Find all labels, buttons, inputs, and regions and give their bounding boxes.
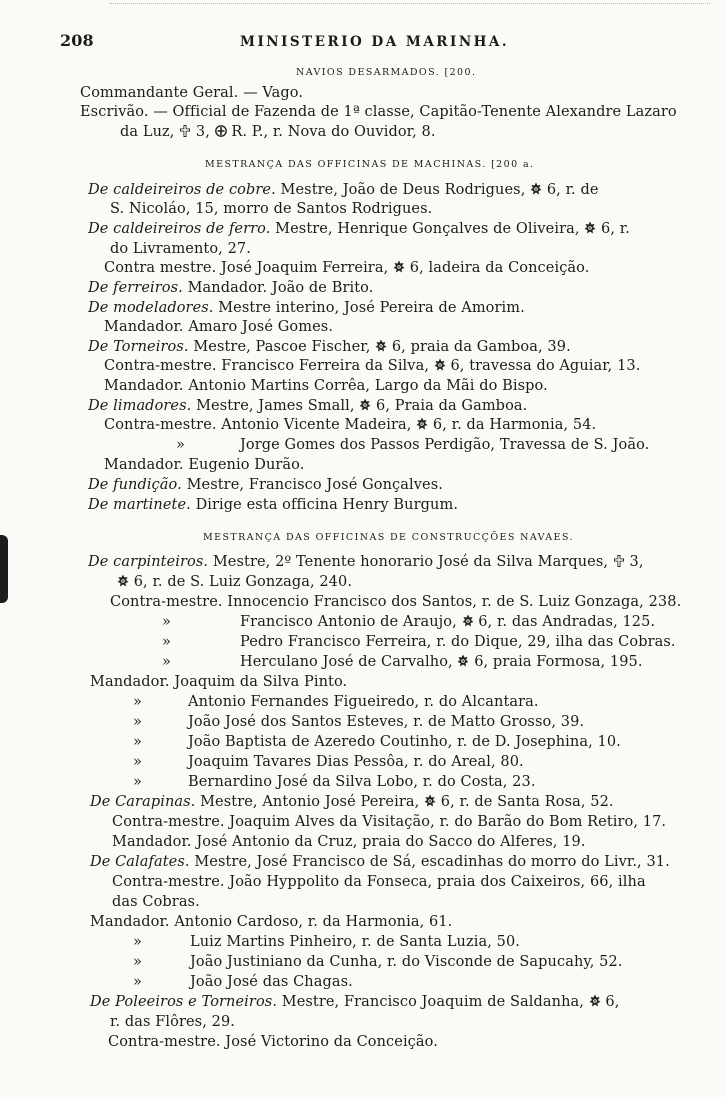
- trade-label: De ferreiros.: [88, 280, 183, 296]
- ditto-mark: »: [176, 437, 185, 453]
- text: Mestre, Francisco Joaquim de Saldanha,: [281, 994, 584, 1010]
- trade-label: De fundição.: [88, 477, 182, 493]
- ditto-mark: »: [133, 774, 142, 790]
- text: Mestre, Antonio José Pereira,: [200, 794, 420, 810]
- entry-mandador: Mandador. Antonio Martins Corrêa, Largo da Mãi do Bispo.: [104, 378, 548, 394]
- page-edge-tab: [0, 535, 8, 603]
- text: 6, r. da Harmonia, 54.: [432, 417, 597, 433]
- entry-contra-mestre: [104, 259, 589, 277]
- ditto-mark: »: [133, 714, 142, 730]
- text: 6, Praia da Gamboa.: [376, 398, 528, 414]
- entry-caldeireiros-ferro: [88, 220, 630, 238]
- ditto-mark: »: [162, 654, 171, 670]
- aviz-cross-icon: [215, 124, 227, 138]
- entry-poleeiros: [90, 993, 619, 1011]
- entry-line: Luiz Martins Pinheiro, r. de Santa Luzia, 50.: [190, 934, 520, 950]
- trade-label: De modeladores.: [88, 300, 214, 316]
- entry-mandador: Mandador. Amaro José Gomes.: [104, 319, 334, 335]
- text: Mestre, James Small,: [196, 398, 355, 414]
- section-heading-machinas: MESTRANÇA DAS OFFICINAS DE MACHINAS. [200 a.: [205, 159, 535, 170]
- entry-carapinas: [90, 793, 614, 811]
- ditto-mark: »: [162, 634, 171, 650]
- page-top-rule: [110, 3, 710, 5]
- rose-cross-icon: [584, 221, 596, 235]
- entry-mandador: Mandador. Joaquim da Silva Pinto.: [90, 674, 348, 690]
- text: 6, r. de: [546, 182, 599, 198]
- entry-mandador: Mandador. Antonio Cardoso, r. da Harmonia, 61.: [90, 914, 453, 930]
- page-number: 208: [60, 31, 94, 50]
- rose-cross-icon: [424, 794, 436, 808]
- section-heading-navios: NAVIOS DESARMADOS. [200.: [296, 67, 477, 78]
- entry-contra-mestre: Contra-mestre. Joaquim Alves da Visitação, r. do Barão do Bom Retiro, 17.: [112, 814, 667, 830]
- entry-carpinteiros: [88, 553, 644, 571]
- entry-line: Bernardino José da Silva Lobo, r. do Costa, 23.: [188, 774, 536, 790]
- entry-line: das Cobras.: [112, 894, 200, 910]
- text: Herculano José de Carvalho,: [240, 654, 453, 670]
- trade-label: De martinete.: [88, 497, 191, 513]
- text: Mestre, Francisco José Gonçalves.: [186, 477, 443, 493]
- entry-contra-mestre: Contra-mestre. José Victorino da Conceição.: [108, 1034, 438, 1050]
- entry-line: S. Nicoláo, 15, morro de Santos Rodrigues.: [110, 201, 433, 217]
- rose-cross-icon: [393, 260, 405, 274]
- trade-label: De caldeireiros de cobre.: [88, 182, 276, 198]
- text: R. P., r. Nova do Ouvidor, 8.: [231, 124, 436, 140]
- trade-label: De limadores.: [88, 398, 192, 414]
- rose-cross-icon: [359, 398, 371, 412]
- rose-cross-icon: [416, 417, 428, 431]
- text: 6, r. das Andradas, 125.: [478, 614, 656, 630]
- entry-fundicao: [88, 476, 443, 494]
- entry-line: do Livramento, 27.: [110, 241, 251, 257]
- text: Francisco Antonio de Araujo,: [240, 614, 457, 630]
- entry-modeladores: [88, 299, 525, 317]
- entry-torneiros: [88, 338, 571, 356]
- rose-cross-icon: [434, 358, 446, 372]
- entry-line: João José dos Santos Esteves, r. de Matto Grosso, 39.: [188, 714, 585, 730]
- entry-line: Antonio Fernandes Figueiredo, r. do Alcantara.: [188, 694, 539, 710]
- ditto-mark: »: [133, 974, 142, 990]
- text: 6, r. de Santa Rosa, 52.: [440, 794, 614, 810]
- ditto-mark: »: [133, 954, 142, 970]
- text: Dirige esta officina Henry Burgum.: [195, 497, 459, 513]
- section-heading-construccoes: MESTRANÇA DAS OFFICINAS DE CONSTRUCÇÕES NAVAES.: [203, 532, 574, 543]
- christ-cross-icon: [613, 554, 625, 568]
- text: Mestre interino, José Pereira de Amorim.: [218, 300, 525, 316]
- entry-line: Joaquim Tavares Dias Pessôa, r. do Areal, 80.: [188, 754, 524, 770]
- rose-cross-icon: [375, 339, 387, 353]
- text: 6, praia Formosa, 195.: [474, 654, 643, 670]
- text: Mestre, 2º Tenente honorario José da Silva Marques,: [212, 554, 609, 570]
- entry-ferreiros: [88, 279, 373, 297]
- text: 6, travessa do Aguiar, 13.: [450, 358, 641, 374]
- entry-mandador: Mandador. José Antonio da Cruz, praia do Sacco do Alferes, 19.: [112, 834, 586, 850]
- running-head: MINISTERIO DA MARINHA.: [240, 34, 510, 50]
- trade-label: De Carapinas.: [90, 794, 196, 810]
- entry-line: Jorge Gomes dos Passos Perdigão, Travessa de S. João.: [240, 437, 650, 453]
- text: 6, ladeira da Conceição.: [409, 260, 590, 276]
- entry-line: Pedro Francisco Ferreira, r. do Dique, 29, ilha das Cobras.: [240, 634, 676, 650]
- text: 3,: [195, 124, 210, 140]
- entry-escrivao: Escrivão. — Official de Fazenda de 1ª classe, Capitão-Tenente Alexandre Lazaro: [80, 104, 677, 120]
- trade-label: De Torneiros.: [88, 339, 189, 355]
- text: Contra-mestre. Francisco Ferreira da Silva,: [104, 358, 430, 374]
- ditto-mark: »: [162, 614, 171, 630]
- entry-line: [240, 613, 655, 631]
- rose-cross-icon: [462, 614, 474, 628]
- text: 6, r. de S. Luiz Gonzaga, 240.: [133, 574, 353, 590]
- entry-contra-mestre: [104, 357, 640, 375]
- entry-calafates: [90, 853, 670, 871]
- entry-line: João Justiniano da Cunha, r. do Visconde de Sapucahy, 52.: [190, 954, 623, 970]
- text: Mestre, Henrique Gonçalves de Oliveira,: [275, 221, 580, 237]
- entry-martinete: [88, 496, 458, 514]
- text: da Luz,: [120, 124, 175, 140]
- entry-escrivao-cont: [120, 123, 436, 141]
- text: 6, r.: [601, 221, 630, 237]
- entry-contra-mestre: Contra-mestre. Innocencio Francisco dos Santos, r. de S. Luiz Gonzaga, 238.: [110, 594, 682, 610]
- ditto-mark: »: [133, 934, 142, 950]
- rose-cross-icon: [457, 654, 469, 668]
- entry-line: João José das Chagas.: [190, 974, 353, 990]
- entry-contra-mestre: Contra-mestre. João Hyppolito da Fonseca, praia dos Caixeiros, 66, ilha: [112, 874, 646, 890]
- entry-contra-mestre: [104, 416, 596, 434]
- text: 6,: [605, 994, 620, 1010]
- text: 3,: [629, 554, 644, 570]
- ditto-mark: »: [133, 694, 142, 710]
- rose-cross-icon: [179, 124, 191, 138]
- text: Mestre, José Francisco de Sá, escadinhas do morro do Livr., 31.: [194, 854, 670, 870]
- entry-caldeireiros-cobre: [88, 181, 599, 199]
- trade-label: De carpinteiros.: [88, 554, 209, 570]
- rose-cross-icon: [530, 182, 542, 196]
- entry-commandante: Commandante Geral. — Vago.: [80, 85, 304, 101]
- text: Mestre, Pascoe Fischer,: [193, 339, 371, 355]
- ditto-mark: »: [133, 734, 142, 750]
- trade-label: De caldeireiros de ferro.: [88, 221, 271, 237]
- trade-label: De Poleeiros e Torneiros.: [90, 994, 278, 1010]
- entry-mandador: Mandador. Eugenio Durão.: [104, 457, 305, 473]
- entry-line: [240, 653, 643, 671]
- rose-cross-icon: [589, 994, 601, 1008]
- rose-cross-icon: [117, 574, 129, 588]
- text: 6, praia da Gamboa, 39.: [391, 339, 571, 355]
- text: Contra-mestre. Antonio Vicente Madeira,: [104, 417, 412, 433]
- trade-label: De Calafates.: [90, 854, 190, 870]
- text: Contra mestre. José Joaquim Ferreira,: [104, 260, 389, 276]
- entry-line: [117, 573, 352, 591]
- entry-line: r. das Flôres, 29.: [110, 1014, 235, 1030]
- text: Mandador. João de Brito.: [187, 280, 374, 296]
- text: Mestre, João de Deus Rodrigues,: [280, 182, 526, 198]
- ditto-mark: »: [133, 754, 142, 770]
- entry-limadores: [88, 397, 527, 415]
- entry-line: João Baptista de Azeredo Coutinho, r. de D. Josephina, 10.: [188, 734, 621, 750]
